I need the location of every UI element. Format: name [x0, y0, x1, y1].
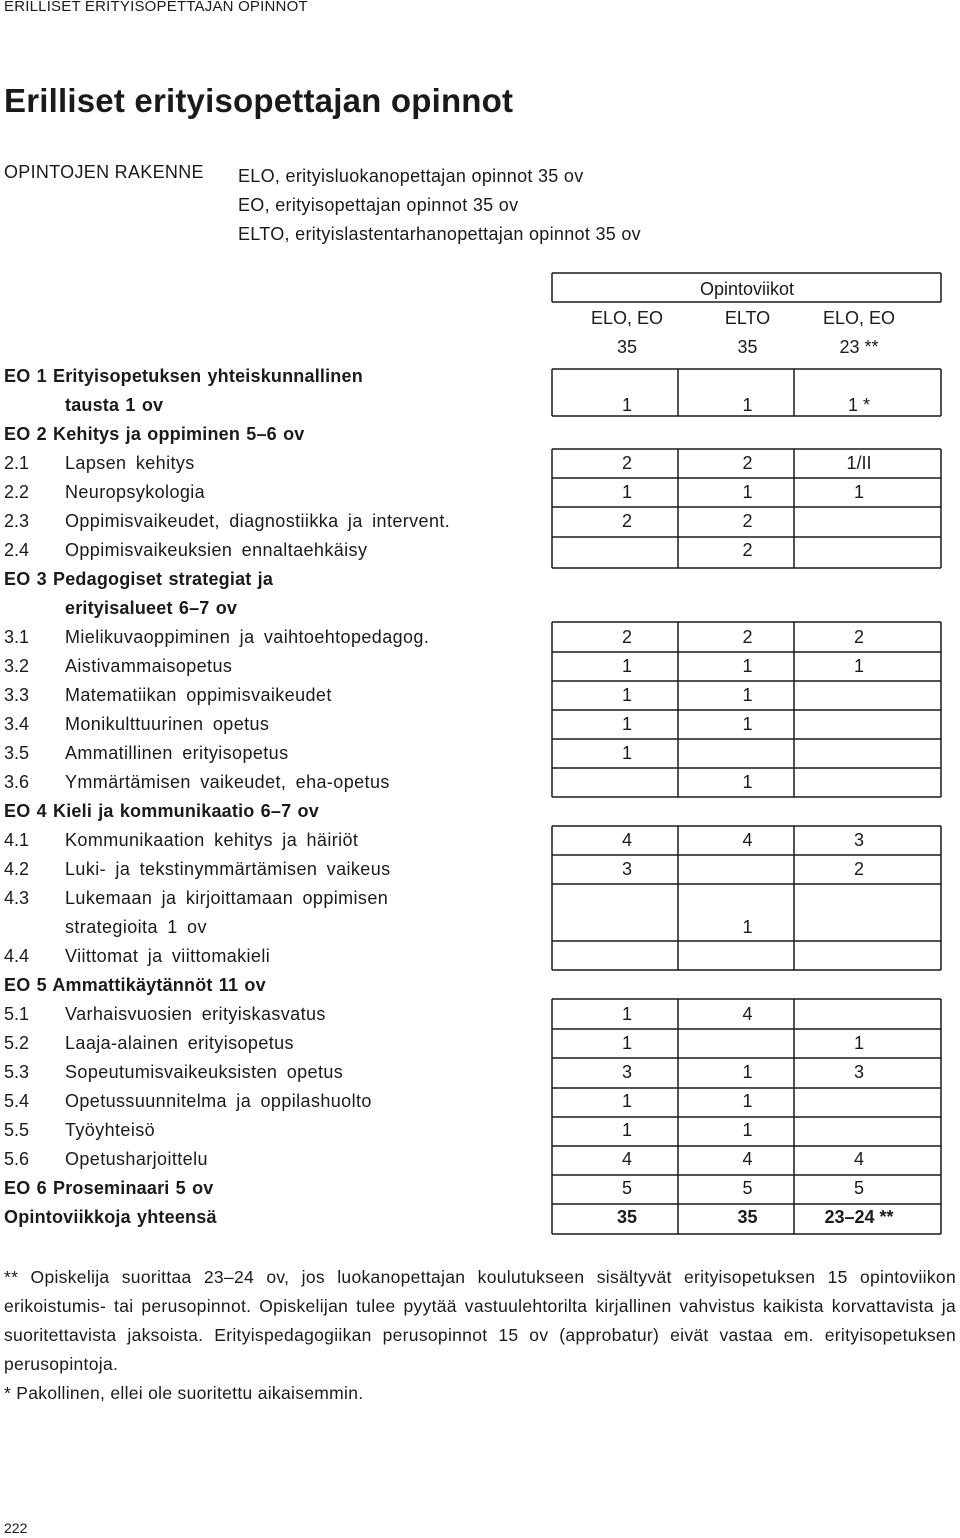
row-number: 3.3: [4, 685, 30, 705]
group-header: Opintoviikot: [699, 279, 795, 299]
row-label: Luki- ja tekstinymmärtämisen vaikeus: [65, 859, 391, 879]
table-row: [0, 1001, 960, 1030]
table-row: [0, 943, 960, 972]
table-row: [0, 508, 960, 537]
credit-cell: 4: [621, 830, 632, 850]
column-subheader: 35: [616, 337, 638, 357]
row-number: 5.4: [4, 1091, 30, 1111]
table-group-header-row: [0, 276, 960, 305]
row-label: EO 6 Proseminaari 5 ov: [4, 1178, 214, 1198]
row-label: Työyhteisö: [65, 1120, 156, 1140]
page-number: 222: [4, 1520, 28, 1536]
row-label: Matematiikan oppimisvaikeudet: [65, 685, 332, 705]
row-number: 5.5: [4, 1120, 30, 1140]
row-number: 3.2: [4, 656, 30, 676]
table-row: [0, 479, 960, 508]
row-number: 4.3: [4, 888, 30, 908]
credit-cell: 1: [621, 1120, 632, 1140]
credit-cell: 35: [737, 1207, 758, 1227]
credit-cell: 1: [742, 1062, 753, 1082]
table-section-row: [0, 798, 960, 827]
credit-cell: 1: [853, 656, 864, 676]
row-label: EO 3 Pedagogiset strategiat ja: [4, 569, 274, 589]
row-label: EO 4 Kieli ja kommunikaatio 6–7 ov: [4, 801, 319, 821]
table-row: [0, 914, 960, 943]
credit-cell: 1 *: [847, 395, 871, 415]
credit-cell: 35: [616, 1207, 638, 1227]
credit-cell: 4: [742, 830, 753, 850]
credit-cell: 4: [742, 1004, 753, 1024]
credit-cell: 3: [621, 1062, 632, 1082]
row-label: Aistivammaisopetus: [65, 656, 233, 676]
row-label: strategioita 1 ov: [65, 917, 207, 937]
credit-cell: 4: [853, 1149, 864, 1169]
row-label: Mielikuvaoppiminen ja vaihtoehtopedagog.: [65, 627, 430, 647]
row-label: Opetussuunnitelma ja oppilashuolto: [65, 1091, 372, 1111]
credit-cell: 1: [742, 1120, 753, 1140]
credit-cell: 23–24 **: [824, 1207, 894, 1227]
row-number: 4.4: [4, 946, 30, 966]
column-header: ELO, EO: [822, 308, 896, 328]
row-label: Oppimisvaikeudet, diagnostiikka ja intervent.: [65, 511, 451, 531]
row-label: Opetusharjoittelu: [65, 1149, 208, 1169]
row-number: 3.6: [4, 772, 30, 792]
row-number: 2.3: [4, 511, 30, 531]
structure-line: ELO, erityisluokanopettajan opinnot 35 ov: [238, 166, 584, 186]
row-label: Sopeutumisvaikeuksisten opetus: [65, 1062, 344, 1082]
row-number: 2.2: [4, 482, 30, 502]
credit-cell: 2: [621, 511, 632, 531]
row-number: 3.4: [4, 714, 30, 734]
row-label: tausta 1 ov: [65, 395, 164, 415]
row-label: Lukemaan ja kirjoittamaan oppimisen: [65, 888, 389, 908]
structure-line: EO, erityisopettajan opinnot 35 ov: [238, 195, 519, 215]
credit-cell: 2: [621, 627, 632, 647]
table-row: [0, 537, 960, 566]
column-header: ELO, EO: [590, 308, 664, 328]
table-row: [0, 856, 960, 885]
table-section-row: [0, 595, 960, 624]
credit-cell: 2: [853, 859, 864, 879]
row-label: Varhaisvuosien erityiskasvatus: [65, 1004, 326, 1024]
row-number: 3.5: [4, 743, 30, 763]
credit-cell: 2: [621, 453, 632, 473]
credit-cell: 1: [853, 482, 864, 502]
credit-cell: 1: [853, 1033, 864, 1053]
row-label: Ymmärtämisen vaikeudet, eha-opetus: [65, 772, 390, 792]
structure-label: OPINTOJEN RAKENNE: [4, 162, 204, 182]
table-section-row: [0, 1175, 960, 1204]
credit-cell: 3: [853, 830, 864, 850]
row-number: 4.1: [4, 830, 30, 850]
row-number: 5.6: [4, 1149, 30, 1169]
credit-cell: 2: [742, 511, 753, 531]
credit-cell: 4: [742, 1149, 753, 1169]
row-number: 3.1: [4, 627, 30, 647]
row-label: EO 2 Kehitys ja oppiminen 5–6 ov: [4, 424, 305, 444]
row-label: Laaja-alainen erityisopetus: [65, 1033, 294, 1053]
table-column-header-row: [0, 305, 960, 334]
table-row: [0, 827, 960, 856]
credit-cell: 1: [621, 656, 632, 676]
table-section-row: [0, 392, 960, 421]
footnotes: [4, 1263, 956, 1408]
credit-cell: 1: [621, 395, 632, 415]
row-label: Ammatillinen erityisopetus: [65, 743, 289, 763]
credit-cell: 1: [621, 482, 632, 502]
credit-cell: 1: [621, 743, 632, 763]
row-label: Opintoviikkoja yhteensä: [4, 1207, 217, 1227]
row-number: 2.1: [4, 453, 30, 473]
credit-cell: 1: [742, 917, 753, 937]
row-label: Monikulttuurinen opetus: [65, 714, 270, 734]
table-row: [0, 624, 960, 653]
credit-cell: 1/II: [846, 453, 872, 473]
footnote-single-star: * Pakollinen, ellei ole suoritettu aikaisemmin.: [4, 1383, 364, 1403]
row-number: 2.4: [4, 540, 30, 560]
structure-line: ELTO, erityislastentarhanopettajan opinnot 35 ov: [238, 224, 641, 244]
credit-cell: 1: [742, 482, 753, 502]
credit-cell: 3: [621, 859, 632, 879]
table-row: [0, 1030, 960, 1059]
credit-cell: 1: [621, 1004, 632, 1024]
row-label: Kommunikaation kehitys ja häiriöt: [65, 830, 359, 850]
credit-cell: 1: [621, 685, 632, 705]
table-section-row: [0, 972, 960, 1001]
row-label: Neuropsykologia: [65, 482, 206, 502]
row-label: Oppimisvaikeuksien ennaltaehkäisy: [65, 540, 368, 560]
column-subheader: 35: [737, 337, 758, 357]
table-body: [0, 363, 960, 1233]
row-number: 5.3: [4, 1062, 30, 1082]
row-label: EO 1 Erityisopetuksen yhteiskunnallinen: [4, 366, 363, 386]
table-row: [0, 1059, 960, 1088]
credit-cell: 4: [621, 1149, 632, 1169]
column-subheader: 23 **: [839, 337, 879, 357]
table-section-row: [0, 421, 960, 450]
credit-cell: 1: [742, 656, 753, 676]
credit-cell: 1: [742, 1091, 753, 1111]
structure-list: [238, 162, 641, 249]
table-section-row: [0, 363, 960, 392]
table-row: [0, 1088, 960, 1117]
column-header: ELTO: [724, 308, 771, 328]
row-number: 5.2: [4, 1033, 30, 1053]
credit-cell: 1: [742, 395, 753, 415]
table-row: [0, 1117, 960, 1146]
row-number: 4.2: [4, 859, 30, 879]
row-label: Viittomat ja viittomakieli: [65, 946, 271, 966]
credit-cell: 2: [853, 627, 864, 647]
credit-cell: 5: [621, 1178, 632, 1198]
table-column-subheader-row: [0, 334, 960, 363]
table-section-row: [0, 566, 960, 595]
credit-cell: 2: [742, 540, 753, 560]
table-row: [0, 711, 960, 740]
table-row: [0, 769, 960, 798]
credit-cell: 1: [621, 714, 632, 734]
table-row: [0, 682, 960, 711]
footnote-double-star: ** Opiskelija suorittaa 23–24 ov, jos luokanopettajan koulutukseen sisältyvät erityisopetuksen 15 opintoviikon erikoistumis- tai perusopinnot. Opiskelijan tulee pyytää vastuulehtorilta kirjallinen vahvistus kaikista korvattavista ja suoritettavista jaksoista. Erityispedagogiikan perusopinnot 15 ov (approbatur) eivät vastaa em. erityisopetuksen perusopintoja.: [4, 1267, 956, 1374]
row-number: 5.1: [4, 1004, 30, 1024]
credit-cell: 1: [742, 685, 753, 705]
credit-cell: 5: [742, 1178, 753, 1198]
row-label: erityisalueet 6–7 ov: [65, 598, 238, 618]
credit-cell: 3: [853, 1062, 864, 1082]
table-row: [0, 653, 960, 682]
credit-cell: 2: [742, 453, 753, 473]
table-row: [0, 450, 960, 479]
table-row: [0, 740, 960, 769]
credit-cell: 1: [742, 772, 753, 792]
page-title: Erilliset erityisopettajan opinnot: [4, 82, 514, 119]
study-credit-table: [0, 276, 960, 1233]
table-row: [0, 885, 960, 914]
row-label: EO 5 Ammattikäytännöt 11 ov: [4, 975, 266, 995]
credit-cell: 5: [853, 1178, 864, 1198]
credit-cell: 1: [742, 714, 753, 734]
credit-cell: 1: [621, 1091, 632, 1111]
table-row: [0, 1146, 960, 1175]
credit-cell: 2: [742, 627, 753, 647]
row-label: Lapsen kehitys: [65, 453, 195, 473]
table-total-row: [0, 1204, 960, 1233]
running-header: ERILLISET ERITYISOPETTAJAN OPINNOT: [4, 0, 308, 15]
credit-cell: 1: [621, 1033, 632, 1053]
